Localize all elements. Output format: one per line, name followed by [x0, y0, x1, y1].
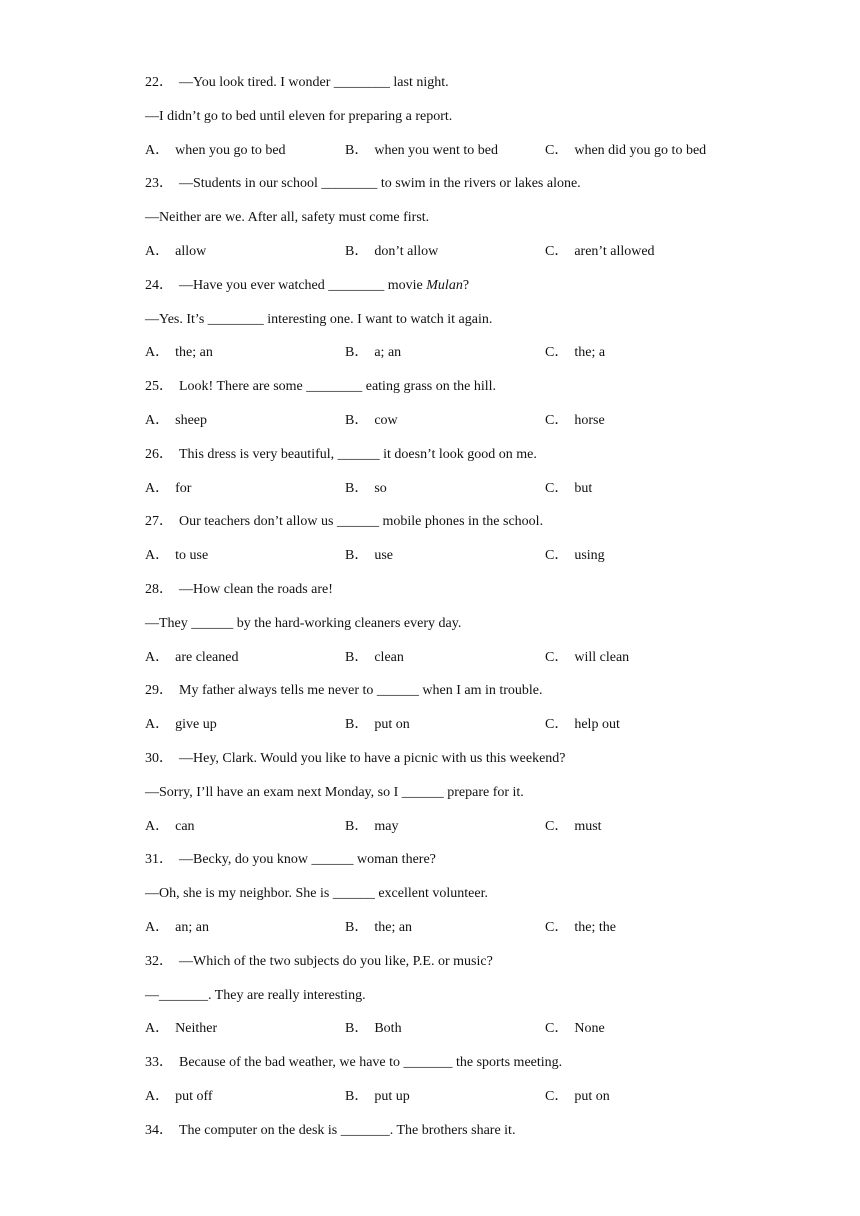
- question-reply: —Oh, she is my neighbor. She is ______ excellent volunteer.: [145, 886, 488, 902]
- question-number: 32．: [145, 953, 173, 969]
- option-c[interactable]: C． horse: [545, 412, 605, 428]
- option-b[interactable]: B． Both: [345, 1021, 402, 1037]
- question-number: 34．: [145, 1122, 173, 1138]
- question-stem: [145, 581, 785, 615]
- option-c[interactable]: C． the; the: [545, 919, 616, 935]
- question-reply: —Sorry, I’ll have an exam next Monday, so I ______ prepare for it.: [145, 784, 524, 800]
- option-a[interactable]: A． give up: [145, 717, 217, 733]
- question-stem: [145, 851, 785, 885]
- option-row: [145, 243, 785, 277]
- question-text: —Students in our school ________ to swim in the rivers or lakes alone.: [179, 176, 581, 192]
- option-a[interactable]: A． when you go to bed: [145, 142, 286, 158]
- option-row: [145, 142, 785, 176]
- question-reply: —I didn’t go to bed until eleven for preparing a report.: [145, 108, 453, 124]
- question-33: [145, 1054, 785, 1122]
- option-row: [145, 919, 785, 953]
- option-c[interactable]: C． None: [545, 1021, 605, 1037]
- option-c[interactable]: C． help out: [545, 717, 620, 733]
- option-c[interactable]: C． using: [545, 548, 605, 564]
- option-a[interactable]: A． an; an: [145, 919, 209, 935]
- question-reply: —Neither are we. After all, safety must come first.: [145, 210, 430, 226]
- movie-title: Mulan: [426, 277, 463, 293]
- question-29: [145, 682, 785, 750]
- option-row: [145, 1020, 785, 1054]
- question-number: 22．: [145, 75, 173, 90]
- option-b[interactable]: B． so: [345, 480, 387, 496]
- question-text: Because of the bad weather, we have to _______ the sports meeting.: [179, 1055, 563, 1071]
- question-stem: [145, 446, 785, 480]
- option-row: [145, 547, 785, 581]
- option-b[interactable]: B． a; an: [345, 345, 402, 361]
- question-number: 28．: [145, 581, 173, 597]
- question-27: [145, 513, 785, 581]
- option-b[interactable]: B． put on: [345, 717, 410, 733]
- question-text: —Hey, Clark. Would you like to have a picnic with us this weekend?: [179, 750, 566, 766]
- question-25: [145, 378, 785, 446]
- option-b[interactable]: B． when you went to bed: [345, 142, 498, 158]
- question-text: —Becky, do you know ______ woman there?: [179, 852, 436, 868]
- question-number: 23．: [145, 176, 173, 192]
- option-b[interactable]: B． the; an: [345, 919, 413, 935]
- option-c[interactable]: C． aren’t allowed: [545, 243, 655, 259]
- question-text: —Which of the two subjects do you like, P.E. or music?: [179, 953, 493, 969]
- option-row: [145, 412, 785, 446]
- question-stem: [145, 74, 785, 108]
- question-31: [145, 851, 785, 952]
- option-b[interactable]: B． may: [345, 818, 399, 834]
- option-a[interactable]: A． allow: [145, 243, 207, 259]
- question-text: The computer on the desk is _______. The brothers share it.: [179, 1122, 516, 1138]
- option-row: [145, 649, 785, 683]
- question-stem: [145, 1054, 785, 1088]
- option-a[interactable]: A． sheep: [145, 412, 208, 428]
- question-number: 33．: [145, 1055, 173, 1071]
- question-stem: [145, 175, 785, 209]
- question-number: 31．: [145, 852, 173, 868]
- option-a[interactable]: A． are cleaned: [145, 649, 239, 665]
- question-text: —How clean the roads are!: [179, 581, 333, 597]
- option-a[interactable]: A． can: [145, 818, 195, 834]
- question-stem: [145, 682, 785, 716]
- option-row: [145, 344, 785, 378]
- question-34: [145, 1122, 785, 1156]
- option-a[interactable]: A． Neither: [145, 1021, 218, 1037]
- question-text: My father always tells me never to ______ when I am in trouble.: [179, 683, 543, 699]
- question-number: 27．: [145, 514, 173, 530]
- option-b[interactable]: B． clean: [345, 649, 404, 665]
- option-c[interactable]: C． when did you go to bed: [545, 142, 707, 158]
- option-b[interactable]: B． put up: [345, 1088, 410, 1104]
- question-number: 25．: [145, 379, 173, 395]
- question-text: This dress is very beautiful, ______ it doesn’t look good on me.: [179, 446, 537, 462]
- option-c[interactable]: C． the; a: [545, 345, 606, 361]
- option-c[interactable]: C． but: [545, 480, 593, 496]
- question-stem: 24． —Have you ever watched ________ movie Mulan?: [145, 277, 470, 293]
- question-28: [145, 581, 785, 682]
- option-c[interactable]: C． put on: [545, 1088, 610, 1104]
- question-reply: —They ______ by the hard-working cleaners every day.: [145, 615, 462, 631]
- question-text: —You look tired. I wonder ________ last night.: [179, 75, 449, 90]
- question-stem: [145, 1122, 785, 1156]
- question-26: [145, 446, 785, 514]
- option-row: [145, 1088, 785, 1122]
- option-c[interactable]: C． must: [545, 818, 602, 834]
- question-stem: [145, 513, 785, 547]
- question-text: —Have you ever watched ________ movie: [179, 277, 427, 293]
- option-a[interactable]: A． for: [145, 480, 192, 496]
- option-a[interactable]: A． the; an: [145, 345, 213, 361]
- option-b[interactable]: B． use: [345, 548, 394, 564]
- option-row: [145, 716, 785, 750]
- question-24: [145, 277, 785, 378]
- question-number: 26．: [145, 446, 173, 462]
- option-row: [145, 480, 785, 514]
- question-sheet: [145, 74, 785, 1156]
- question-stem: [145, 378, 785, 412]
- question-text: Look! There are some ________ eating grass on the hill.: [179, 379, 496, 395]
- question-23: [145, 175, 785, 276]
- question-reply: —Yes. It’s ________ interesting one. I want to watch it again.: [145, 311, 493, 327]
- question-number: 29．: [145, 683, 173, 699]
- question-stem: [145, 750, 785, 784]
- question-32: [145, 953, 785, 1054]
- question-number: 24．: [145, 277, 173, 293]
- option-b[interactable]: B． cow: [345, 412, 398, 428]
- option-a[interactable]: A． put off: [145, 1088, 213, 1104]
- option-a[interactable]: A． to use: [145, 548, 209, 564]
- question-30: [145, 750, 785, 851]
- question-text: Our teachers don’t allow us ______ mobile phones in the school.: [179, 514, 544, 530]
- question-number: 30．: [145, 750, 173, 766]
- option-row: [145, 818, 785, 852]
- question-22: [145, 74, 785, 175]
- question-reply: —_______. They are really interesting.: [145, 987, 366, 1003]
- option-c[interactable]: C． will clean: [545, 649, 630, 665]
- question-stem: [145, 953, 785, 987]
- option-b[interactable]: B． don’t allow: [345, 243, 439, 259]
